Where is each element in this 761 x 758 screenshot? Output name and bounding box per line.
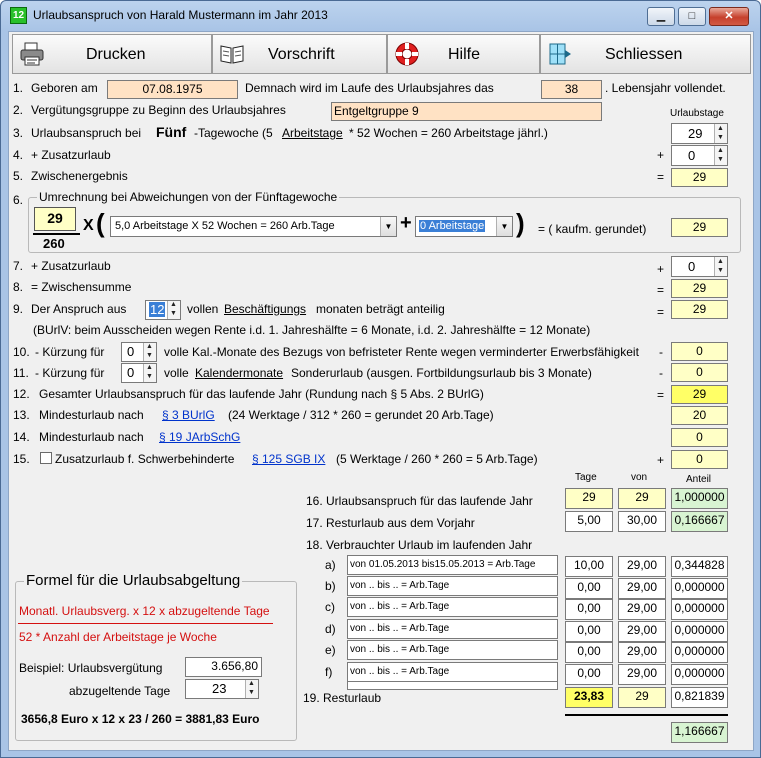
window-title: Urlaubsanspruch von Harald Mustermann im Jahr 2013 (33, 8, 328, 22)
entry-share: 0,000000 (671, 599, 728, 620)
plus-sign: + (400, 212, 412, 234)
burlg-link[interactable]: § 3 BUrlG (162, 408, 215, 422)
disabled-leave-value: 0 (671, 450, 728, 469)
exit-door-icon (547, 41, 573, 67)
conversion-numerator: 29 (34, 207, 76, 231)
employment-underline: Beschäftigungs (224, 302, 307, 316)
multiply-sign: X (83, 217, 94, 234)
birthdate-label: Geboren am (31, 81, 98, 95)
subtotal-value: 29 (671, 168, 728, 187)
age-suffix: . Lebensjahr vollendet. (605, 81, 726, 95)
extra-days-combo-value: 0 Arbeitstage (420, 220, 485, 232)
row11-number: 11. (13, 366, 29, 380)
remaining-of: 29 (618, 687, 666, 708)
entry-of[interactable]: 29,00 (618, 621, 666, 642)
prorata-text: monaten beträgt anteilig (316, 302, 445, 316)
paygroup-field[interactable]: Entgeltgruppe 9 (331, 102, 602, 121)
min-leave-youth-value: 0 (671, 428, 728, 447)
entry-of[interactable]: 29,00 (618, 599, 666, 620)
title-bar[interactable] (1, 1, 760, 29)
help-label: Hilfe (448, 46, 481, 63)
entry-description[interactable]: von .. bis .. = Arb.Tage (347, 619, 558, 639)
spinner-arrows[interactable]: ▲ ▼ (714, 146, 727, 165)
entry-share: 0,000000 (671, 621, 728, 642)
workdays-underline: Arbeitstage (282, 126, 343, 140)
entry-of[interactable]: 29,00 (618, 664, 666, 685)
row10-number: 10. (13, 345, 30, 359)
entry-of[interactable]: 29,00 (618, 556, 666, 577)
pension-months-spinner[interactable] (121, 342, 157, 362)
reduction-special-label: - Kürzung für (35, 366, 105, 380)
exit-button[interactable] (540, 34, 751, 74)
workweek-text: -Tagewoche (5 (194, 126, 273, 140)
entry-description[interactable]: von .. bis .. = Arb.Tage (347, 640, 558, 660)
intermediate-sum-value: 29 (671, 279, 728, 298)
entry-key: a) (325, 558, 336, 572)
min-leave-youth-label: Mindesturlaub nach (39, 430, 144, 444)
jarbschg-link[interactable]: § 19 JArbSchG (159, 430, 241, 444)
row13-number: 13. (13, 408, 30, 422)
extra-days-combo[interactable] (415, 216, 513, 237)
months-spinner[interactable] (145, 300, 181, 320)
entry-key: c) (325, 600, 335, 614)
main-panel (8, 31, 754, 751)
full-label: vollen (187, 302, 219, 316)
calendar-months-underline: Kalendermonate (195, 366, 284, 380)
days-column-header: Tage (575, 472, 597, 483)
entry-days[interactable]: 0,00 (565, 578, 613, 599)
rule-label: Vorschrift (268, 46, 335, 63)
current-year-of: 29 (618, 488, 666, 509)
rounding-label: = ( kaufm. gerundet) (538, 222, 647, 236)
used-leave-label: 18. Verbrauchter Urlaub im laufenden Jahr (306, 538, 533, 552)
workdays-combo-value: 5,0 Arbeitstage X 52 Wochen = 260 Arb.Tage (115, 220, 335, 232)
workdays-combo[interactable] (110, 216, 397, 237)
entry-key: d) (325, 622, 336, 636)
row10-sign: - (659, 345, 663, 359)
row5-sign: = (657, 170, 665, 184)
conversion-caption: Umrechnung bei Abweichungen von der Fünftagewoche (39, 190, 338, 204)
pension-reduction-value: 0 (671, 342, 728, 361)
print-button[interactable] (12, 34, 212, 74)
total-share: 1,166667 (671, 722, 728, 743)
reduction-pension-label: - Kürzung für (35, 345, 105, 359)
remaining-leave-label: 19. Resturlaub (303, 691, 382, 705)
age-field: 38 (541, 80, 602, 99)
entry-key: b) (325, 579, 336, 593)
formula-numerator: Monatl. Urlaubsverg. x 12 x abzugeltende Tage (19, 604, 270, 618)
example-days-label: abzugeltende Tage (69, 684, 171, 698)
entry-description[interactable]: von .. bis .. = Arb.Tage (347, 662, 558, 682)
extra-leave-2-label: + Zusatzurlaub (31, 259, 111, 273)
minimize-button[interactable]: ▁ (647, 7, 675, 26)
subtotal-label: Zwischenergebnis (31, 169, 128, 183)
share-column-header: Anteil (686, 474, 712, 485)
workweek-formula: * 52 Wochen = 260 Arbeitstage jährl.) (349, 126, 548, 140)
row1-number: 1. (13, 81, 24, 95)
row9-sign: = (657, 305, 665, 319)
entry-share: 0,000000 (671, 578, 728, 599)
book-icon (219, 41, 245, 67)
row11-sign: - (659, 366, 663, 380)
disabled-leave-label: Zusatzurlaub f. Schwerbehinderte (55, 452, 235, 466)
months-value: 12 (150, 302, 165, 317)
example-pay-field[interactable]: 3.656,80 (185, 657, 262, 677)
entry-key: e) (325, 643, 336, 657)
entry-description[interactable]: von .. bis .. = Arb.Tage (347, 597, 558, 617)
entry-share: 0,000000 (671, 664, 728, 685)
disabled-leave-formula: (5 Werktage / 260 * 260 = 5 Arb.Tage) (336, 452, 538, 466)
entry-days[interactable]: 10,00 (565, 556, 613, 577)
formula-denominator: 52 * Anzahl der Arbeitstage je Woche (19, 630, 217, 644)
spinner-arrows[interactable]: ▲ ▼ (167, 301, 180, 319)
entry-of[interactable]: 29,00 (618, 642, 666, 663)
row8-sign: = (657, 283, 665, 297)
open-paren: ( (96, 208, 105, 238)
prorata-label: Der Anspruch aus (31, 302, 127, 316)
row6-number: 6. (13, 193, 24, 207)
entry-days[interactable]: 0,00 (565, 664, 613, 685)
disabled-checkbox[interactable] (40, 452, 52, 464)
converted-value: 29 (671, 218, 728, 237)
entry-description[interactable]: von 01.05.2013 bis15.05.2013 = Arb.Tage (347, 555, 558, 575)
row12-sign: = (657, 388, 665, 402)
pension-months-value: 0 (127, 344, 135, 359)
dropdown-arrow-icon[interactable]: ▼ (496, 217, 512, 236)
spinner-arrows[interactable]: ▲ ▼ (143, 364, 156, 382)
entry-days[interactable]: 0,00 (565, 599, 613, 620)
special-months-spinner[interactable] (121, 363, 157, 383)
maximize-button[interactable]: □ (678, 7, 706, 26)
row4-number: 4. (13, 148, 24, 162)
row9-number: 9. (13, 302, 24, 316)
entry-key: f) (325, 665, 333, 679)
spinner-arrows[interactable]: ▲ ▼ (143, 343, 156, 361)
extra-leave-2-value: 0 (688, 259, 696, 274)
age-text: Demnach wird im Laufe des Urlaubsjahres das (245, 81, 494, 95)
extra-leave-spinner[interactable] (671, 145, 728, 166)
row5-number: 5. (13, 169, 24, 183)
entry-days[interactable]: 0,00 (565, 642, 613, 663)
row2-number: 2. (13, 103, 24, 117)
carryover-days[interactable]: 5,00 (565, 511, 613, 532)
total-separator (565, 714, 728, 716)
formula-caption: Formel für die Urlaubsabgeltung (26, 572, 241, 589)
special-months-value: 0 (127, 365, 135, 380)
carryover-label: 17. Resturlaub aus dem Vorjahr (306, 516, 475, 530)
special-reduction-value: 0 (671, 363, 728, 382)
row7-sign: + (657, 262, 665, 276)
carryover-share: 0,166667 (671, 511, 728, 532)
extra-leave-value: 0 (688, 148, 696, 163)
toolbar (12, 34, 751, 74)
entry-of[interactable]: 29,00 (618, 578, 666, 599)
print-label: Drucken (86, 46, 146, 63)
row3-number: 3. (13, 126, 24, 140)
conversion-denominator: 260 (43, 236, 65, 251)
min-leave-value: 20 (671, 406, 728, 425)
total-entitlement-value: 29 (671, 385, 728, 404)
close-paren: ) (516, 208, 525, 238)
burlv-note: (BUrlV: beim Ausscheiden wegen Rente i.d. 1. Jahreshälfte = 6 Monate, i.d. 2. Jahreshälfte = 12 Monate) (33, 323, 591, 337)
sgb-link[interactable]: § 125 SGB IX (252, 452, 326, 466)
workweek-days: Fünf (156, 124, 187, 140)
min-leave-label: Mindesturlaub nach (39, 408, 144, 422)
example-days-spinner[interactable] (185, 679, 259, 699)
remaining-share: 0,821839 (671, 687, 728, 708)
spinner-arrows[interactable]: ▲ ▼ (714, 257, 727, 276)
example-result: 3656,8 Euro x 12 x 23 / 260 = 3881,83 Euro (21, 712, 260, 726)
intermediate-sum-label: = Zwischensumme (31, 280, 132, 294)
dropdown-arrow-icon[interactable]: ▼ (380, 217, 396, 236)
example-pay-label: Beispiel: Urlaubsvergütung (19, 661, 163, 675)
exit-label: Schliessen (605, 46, 683, 63)
special-leave-text: Sonderurlaub (ausgen. Fortbildungsurlaub bis 3 Monate) (291, 366, 592, 380)
list-bottom (347, 682, 558, 690)
spinner-arrows[interactable]: ▲ ▼ (245, 680, 258, 698)
entry-share: 0,344828 (671, 556, 728, 577)
spinner-arrows[interactable]: ▲ ▼ (714, 124, 727, 143)
min-leave-formula: (24 Werktage / 312 * 260 = gerundet 20 Arb.Tage) (228, 408, 494, 422)
row15-sign: + (657, 453, 665, 467)
full-label-2: volle (164, 366, 189, 380)
formula-fraction-bar (18, 623, 273, 624)
remaining-days: 23,83 (565, 687, 613, 708)
row14-number: 14. (13, 430, 30, 444)
row4-sign: + (657, 148, 665, 162)
entitlement-label: Urlaubsanspruch bei (31, 126, 142, 140)
row7-number: 7. (13, 259, 24, 273)
example-days-value: 23 (212, 681, 227, 696)
app-icon: 12 (10, 7, 27, 24)
printer-icon (19, 41, 45, 67)
total-entitlement-label: Gesamter Urlaubsanspruch für das laufende Jahr (Rundung nach § 5 Abs. 2 BUrlG) (39, 387, 484, 401)
vacation-days-header: Urlaubstage (670, 108, 724, 119)
close-button[interactable]: ✕ (709, 7, 749, 26)
prorata-value: 29 (671, 300, 728, 319)
extra-leave-2-spinner[interactable] (671, 256, 728, 277)
lifebuoy-icon (394, 41, 420, 67)
of-column-header: von (631, 472, 648, 483)
carryover-of[interactable]: 30,00 (618, 511, 666, 532)
entry-description[interactable]: von .. bis .. = Arb.Tage (347, 576, 558, 596)
extra-leave-label: + Zusatzurlaub (31, 148, 111, 162)
row12-number: 12. (13, 387, 30, 401)
help-button[interactable] (387, 34, 540, 74)
row15-number: 15. (13, 452, 30, 466)
entitlement-spinner[interactable] (671, 123, 728, 144)
current-year-days: 29 (565, 488, 613, 509)
pension-text: volle Kal.-Monate des Bezugs von befristeter Rente wegen verminderter Erwerbsfähigkeit (164, 345, 639, 359)
birthdate-field[interactable]: 07.08.1975 (107, 80, 238, 99)
row8-number: 8. (13, 280, 24, 294)
entry-days[interactable]: 0,00 (565, 621, 613, 642)
current-year-label: 16. Urlaubsanspruch für das laufende Jahr (306, 494, 533, 508)
entry-share: 0,000000 (671, 642, 728, 663)
entitlement-value: 29 (688, 126, 703, 141)
rule-button[interactable] (212, 34, 387, 74)
fraction-bar (33, 233, 80, 235)
paygroup-label: Vergütungsgruppe zu Beginn des Urlaubsjahres (31, 103, 286, 117)
current-year-share: 1,000000 (671, 488, 728, 509)
